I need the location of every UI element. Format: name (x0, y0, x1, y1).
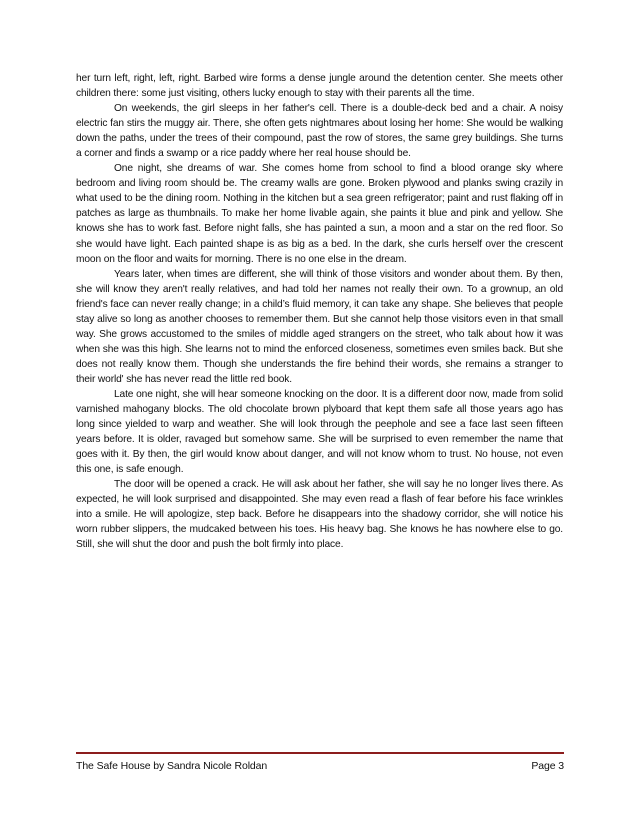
paragraph-4: Years later, when times are different, she will think of those visitors and wonder about them. By then, she will know they aren't really relatives, and had told her names not really their own. To a grownup, an old friend's face can never really change; in a child’s fluid memory, it can take any shape. She believes that people stay alive so long as another chooses to remember them. But she cannot help those visitors even in that small way. She grows accustomed to the smiles of middle aged strangers on the street, who talk about how it was when she was this high. She learns not to mind the enforced closeness, sometimes even smiles back. But she does not really know them. Though she understands the fire behind their words, she remains a stranger to their world' she has never read the little red book. (76, 268, 563, 385)
paragraph-3: One night, she dreams of war. She comes home from school to find a blood orange sky where bedroom and living room should be. The creamy walls are gone. Broken plywood and planks swing crazily in what used to be the dining room. Nothing in the kitchen but a sea green refrigerator; paint and rust flaking off in patches as large as thumbnails. To make her home livable again, she paints it blue and pink and yellow. She knows she has to work fast. Before night falls, she has painted a sun, a moon and a star on the red floor. So she would have light. Each painted shape is as big as a bed. In the dark, she curls herself over the crescent moon on the floor and waits for morning. There is no one else in the dream. (76, 163, 563, 265)
paragraph-2: On weekends, the girl sleeps in her father's cell. There is a double-deck bed and a chair. A noisy electric fan stirs the muggy air. There, she often gets nightmares about losing her home: She would be walking down the paths, under the trees of their compound, past the row of stores, the same grey buildings. She turns a corner and finds a swamp or a rice paddy where her real house should be. (76, 103, 563, 160)
paragraph-5: Late one night, she will hear someone knocking on the door. It is a different door now, made from solid varnished mahogany blocks. The old chocolate brown plyboard that kept them safe all those years ago has long since yielded to warp and weather. She will look through the peephole and see a face last seen fifteen years before. It is older, ravaged but somehow same. She will be surprised to even remember the name that goes with it. By then, the girl would know about danger, and will not know whom to trust. No house, not even this one, is safe enough. (76, 388, 563, 476)
paragraph-1: her turn left, right, left, right. Barbed wire forms a dense jungle around the detention center. She meets other children there: some just visiting, others lucky enough to stay with their parents all the time. (76, 73, 563, 100)
footer-divider (76, 752, 564, 754)
body-text (76, 71, 563, 553)
paragraph-6: The door will be opened a crack. He will ask about her father, she will say he no longer lives there. As expected, he will look surprised and disappointed. She may even read a flash of fear before his face wrinkles into a smile. He will apologize, step back. Before he disappears into the shadowy corridor, she will notice his worn rubber slippers, the mudcaked between his toes. His heavy bag. She knows he has nowhere else to go. Still, she will shut the door and push the bolt firmly into place. (76, 479, 563, 551)
footer-title: The Safe House by Sandra Nicole Roldan (76, 760, 268, 772)
page-number: Page 3 (531, 760, 564, 772)
page-footer (76, 760, 564, 772)
